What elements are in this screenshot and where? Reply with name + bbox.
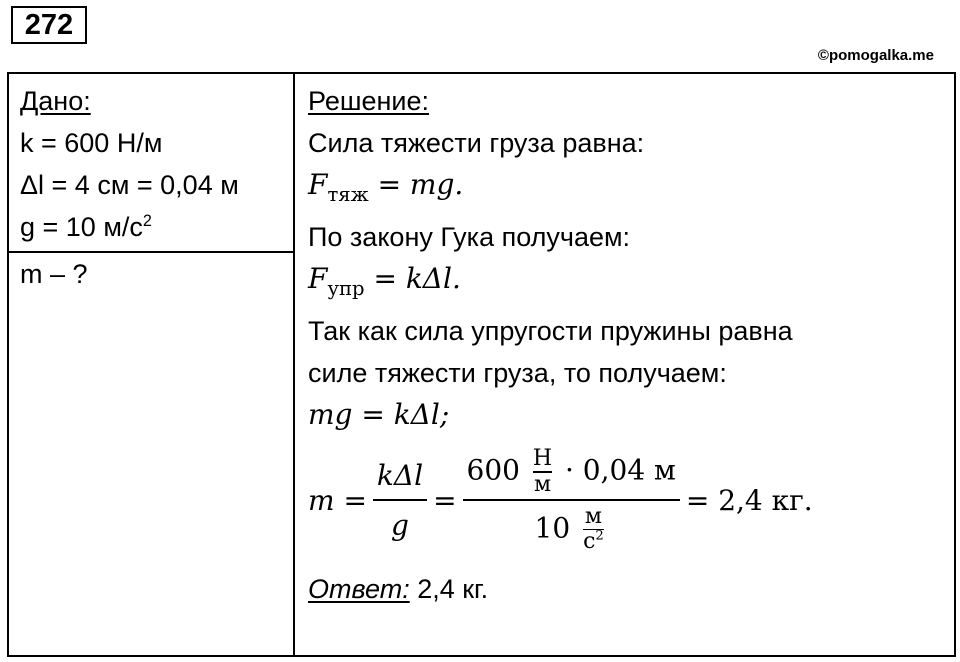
given-g-base: g = 10 м/с	[20, 212, 143, 242]
solution-table	[7, 72, 956, 657]
fraction-symbolic-denominator: g	[391, 508, 409, 542]
unit-s-exp: 2	[595, 528, 604, 544]
fraction-numeric-denominator	[531, 501, 612, 555]
given-header: Дано:	[20, 86, 91, 116]
eq2-subscript: упр	[327, 276, 365, 300]
unit-m: м	[533, 471, 552, 497]
mass-lhs: m =	[308, 483, 367, 517]
given-dl: Δl = 4 см = 0,04 м	[20, 170, 239, 200]
answer-value: 2,4 кг.	[409, 573, 489, 604]
given-section	[20, 80, 239, 248]
equation-hooke	[308, 258, 813, 310]
problem-number: 272	[11, 6, 87, 44]
fraction-numeric	[463, 447, 680, 554]
solution-text-4: силе тяжести груза, то получаем:	[308, 357, 727, 388]
fraction-numeric-numerator	[463, 447, 680, 499]
equation-gravity	[308, 164, 813, 216]
given-g-exp: 2	[142, 212, 152, 230]
unit-m-top: м	[584, 503, 603, 529]
answer	[308, 568, 813, 610]
denominator-value: 10	[534, 510, 571, 544]
numerator-rest: · 0,04 м	[565, 453, 676, 487]
watermark: ©pomogalka.me	[817, 47, 934, 64]
eq1-subscript: тяж	[327, 182, 369, 206]
column-divider	[293, 74, 295, 655]
numerator-value: 600	[466, 453, 520, 487]
eq1-rhs: = mg.	[368, 168, 464, 201]
fraction-symbolic-numerator: kΔl	[376, 458, 424, 492]
solution-section	[308, 80, 813, 610]
solution-text-3: Так как сила упругости пружины равна	[308, 315, 793, 346]
equation-mass	[308, 436, 813, 566]
unit-n-per-m	[533, 447, 552, 497]
solution-text-2: По закону Гука получаем:	[308, 221, 631, 252]
given-k: k = 600 Н/м	[20, 128, 163, 158]
mass-result: = 2,4 кг.	[685, 483, 813, 517]
given-find-divider	[9, 251, 295, 253]
eq1-force: F	[308, 168, 328, 201]
find-section: m – ?	[20, 259, 88, 289]
unit-m-per-s2	[583, 505, 604, 555]
fraction-symbolic	[373, 455, 427, 547]
equation-balance: mg = kΔl;	[308, 397, 450, 431]
eq2-force: F	[308, 261, 328, 295]
solution-text-1: Сила тяжести груза равна:	[308, 128, 645, 158]
unit-s: с	[583, 529, 596, 555]
equals-sign: =	[433, 483, 457, 517]
unit-n: Н	[532, 446, 553, 472]
answer-label: Ответ:	[308, 573, 410, 604]
solution-header: Решение:	[308, 86, 430, 116]
eq2-rhs: = kΔl.	[364, 261, 461, 295]
unit-s2	[583, 530, 604, 554]
given-g	[20, 206, 239, 248]
